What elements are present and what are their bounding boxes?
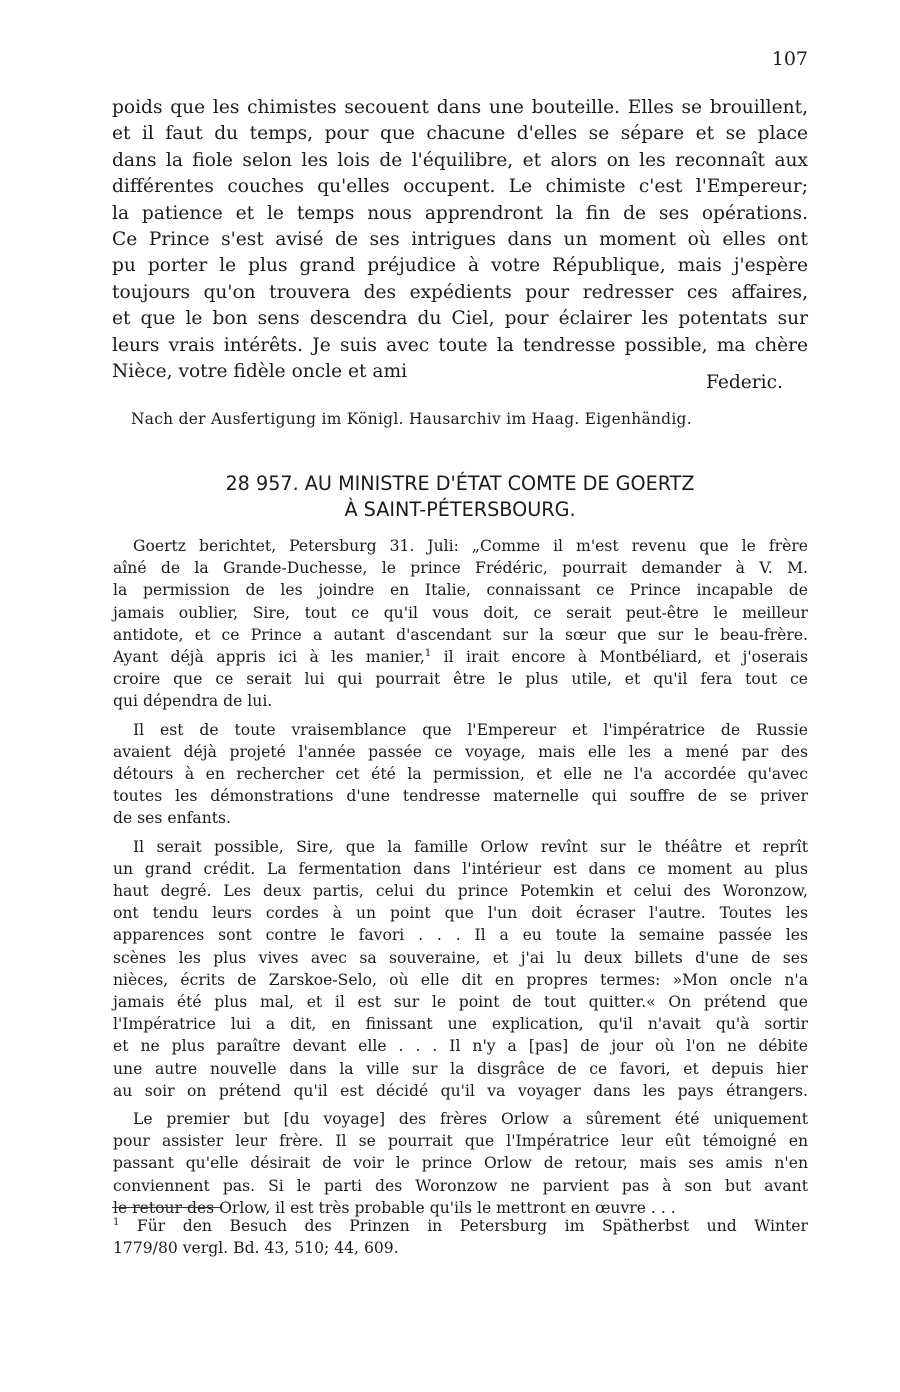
letter-line: Ce Prince s'est avisé de ses intrigues dans un moment où elles ont	[112, 229, 808, 251]
body-line: Le premier but [du voyage] des frères Orlow a sûrement été uniquement	[133, 1110, 808, 1129]
footnote-line	[113, 1215, 808, 1237]
body-line: de ses enfants.	[113, 809, 231, 828]
body-line: Il serait possible, Sire, que la famille Orlow revînt sur le théâtre et reprît	[133, 837, 808, 856]
footnote-divider	[112, 1207, 222, 1208]
report-body	[113, 535, 808, 1219]
body-line: et ne plus paraître devant elle . . . Il n'y a [pas] de jour où l'on ne débite	[113, 1037, 808, 1056]
footnote-marker: 1	[424, 647, 432, 659]
body-line: une autre nouvelle dans la ville sur la disgrâce de ce favori, et depuis hier	[113, 1059, 808, 1078]
body-line: toutes les démonstrations d'une tendresse maternelle qui souffre de se priver	[113, 787, 808, 806]
body-line: Il est de toute vraisemblance que l'Empereur et l'impératrice de Russie	[133, 720, 808, 739]
footnote-line: 1779/80 vergl. Bd. 43, 510; 44, 609.	[113, 1239, 399, 1257]
body-line: un grand crédit. La fermentation dans l'intérieur est dans ce moment au plus	[113, 859, 808, 878]
body-line: passant qu'elle désirait de voir le prince Orlow de retour, mais ses amis n'en	[113, 1154, 808, 1173]
body-line: avaient déjà projeté l'année passée ce voyage, mais elle les a mené par des	[113, 742, 808, 761]
letter-line: toujours qu'on trouvera des expédients pour redresser ces affaires,	[112, 281, 808, 303]
footnote-text: Für den Besuch des Prinzen in Petersburg im Spätherbst und Winter	[136, 1217, 808, 1235]
letter-line: et que le bon sens descendra du Ciel, pour éclairer les potentats sur	[112, 308, 808, 330]
body-line: apparences sont contre le favori . . . Il a eu toute la semaine passée les	[113, 926, 808, 945]
body-line: nièces, écrits de Zarskoe-Selo, où elle dit en propres termes: »Mon oncle n'a	[113, 970, 808, 989]
letter-line: leurs vrais intérêts. Je suis avec toute la tendresse possible, ma chère	[112, 334, 808, 356]
footnote-number: 1	[113, 1216, 120, 1228]
body-line: croire que ce serait lui qui pourrait être le plus utile, et qu'il fera tout ce	[113, 670, 808, 689]
body-line: le retour des Orlow, il est très probable qu'ils le mettront en œuvre . . .	[113, 1198, 676, 1217]
body-line: l'Impératrice lui a dit, en finissant une explication, qu'il n'avait qu'à sortir	[113, 1015, 808, 1034]
body-line-with-footnote	[113, 646, 808, 668]
body-text: Ayant déjà appris ici à les manier,	[113, 648, 425, 667]
body-line: aîné de la Grande-Duchesse, le prince Frédéric, pourrait demander à V. M.	[113, 559, 808, 578]
signature: Federic.	[706, 372, 783, 393]
body-line: ont tendu leurs cordes à un point que l'un doit écraser l'autre. Toutes les	[113, 904, 808, 923]
body-line: jamais oublier, Sire, tout ce qu'il vous doit, ce serait peut-être le meilleur	[113, 603, 808, 622]
body-line: jamais été plus mal, et il est sur le point de tout quitter.« On prétend que	[113, 993, 808, 1012]
body-text: il irait encore à Montbéliard, et j'oserais	[443, 648, 808, 667]
body-line: antidote, et ce Prince a autant d'ascendant sur la sœur que sur le beau-frère.	[113, 625, 808, 644]
letter-line: et il faut du temps, pour que chacune d'elles se sépare et se place	[112, 123, 808, 145]
body-line: qui dépendra de lui.	[113, 692, 273, 711]
body-line: détours à en rechercher cet été la permission, et elle ne l'a accordée qu'avec	[113, 765, 808, 784]
document-heading: 28 957. AU MINISTRE D'ÉTAT COMTE DE GOERTZ	[225, 472, 695, 495]
letter-line: poids que les chimistes secouent dans une bouteille. Elles se brouillent,	[112, 97, 808, 118]
letter-line: Nièce, votre fidèle oncle et ami	[112, 361, 408, 383]
page-number: 107	[771, 48, 808, 70]
letter-line: différentes couches qu'elles occupent. Le chimiste c'est l'Empereur;	[112, 176, 808, 198]
source-note: Nach der Ausfertigung im Königl. Hausarchiv im Haag. Eigenhändig.	[131, 410, 692, 428]
letter-line: pu porter le plus grand préjudice à votre République, mais j'espère	[112, 255, 808, 277]
document-heading-subtitle: À SAINT-PÉTERSBOURG.	[344, 498, 576, 521]
body-line: scènes les plus vives avec sa souveraine, et j'ai lu deux billets d'une de ses	[113, 948, 808, 967]
body-line: la permission de les joindre en Italie, connaissant ce Prince incapable de	[113, 581, 808, 600]
letter-line: dans la fiole selon les lois de l'équilibre, et alors on les reconnaît aux	[112, 149, 808, 171]
letter-line: la patience et le temps nous apprendront la fin de ses opérations.	[112, 202, 808, 224]
body-line: conviennent pas. Si le parti des Woronzow ne parvient pas à son but avant	[113, 1176, 808, 1195]
body-line: pour assister leur frère. Il se pourrait que l'Impératrice leur eût témoigné en	[113, 1132, 808, 1151]
body-line: au soir on prétend qu'il est décidé qu'il va voyager dans les pays étrangers.	[113, 1081, 808, 1100]
footnotes	[113, 1215, 808, 1259]
letter-paragraph	[112, 95, 808, 385]
body-line: Goertz berichtet, Petersburg 31. Juli: „Comme il m'est revenu que le frère	[133, 537, 808, 555]
body-line: haut degré. Les deux partis, celui du prince Potemkin et celui des Woronzow,	[113, 882, 808, 901]
